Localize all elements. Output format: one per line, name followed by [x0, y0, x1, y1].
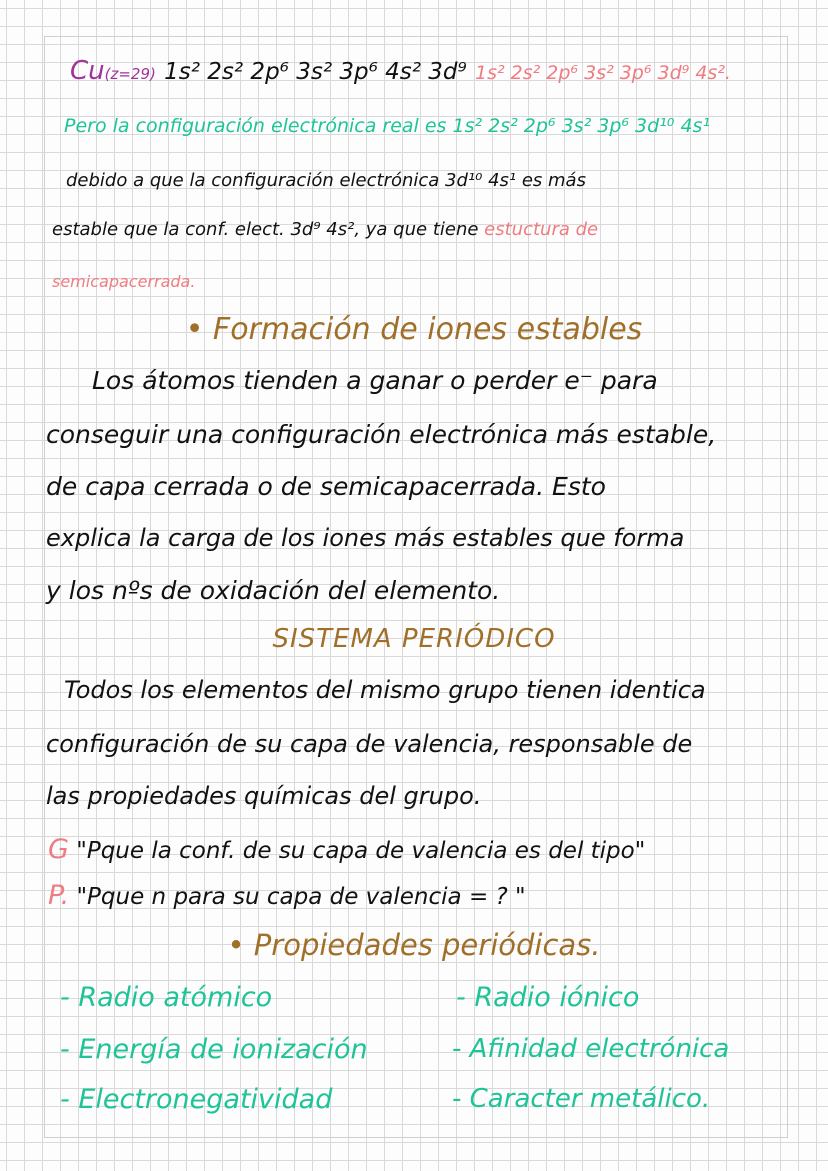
- paragraph1-line3-pink: estuctura de: [484, 219, 599, 240]
- group-question-line: [48, 834, 645, 865]
- property-radio-atomico: - Radio atómico: [60, 982, 273, 1013]
- paragraph2-line2: conseguir una configuración electrónica más estable,: [46, 420, 717, 449]
- paragraph3-line1: Todos los elementos del mismo grupo tienen identica: [64, 676, 706, 704]
- real-config-line: Pero la configuración electrónica real es 1s² 2s² 2p⁶ 3s² 3p⁶ 3d¹⁰ 4s¹: [64, 115, 711, 137]
- heading-sistema-periodico: SISTEMA PERIÓDICO: [272, 624, 556, 654]
- period-marker: P.: [48, 880, 70, 911]
- paragraph1-line3: [52, 219, 598, 240]
- paragraph2-line4: explica la carga de los iones más estables que forma: [46, 524, 685, 552]
- paragraph1-line3-text: estable que la conf. elect. 3d⁹ 4s², ya que tiene: [52, 219, 479, 240]
- group-question-text: "Pque la conf. de su capa de valencia es del tipo": [76, 838, 646, 864]
- property-radio-ionico: - Radio iónico: [456, 982, 640, 1013]
- property-energia-ionizacion: - Energía de ionización: [60, 1034, 368, 1065]
- element-symbol: Cu: [70, 56, 105, 86]
- period-question-line: [48, 880, 526, 911]
- paragraph2-line5: y los nºs de oxidación del elemento.: [46, 576, 501, 605]
- group-marker: G: [48, 834, 69, 865]
- cu-config-line: [70, 56, 731, 86]
- atomic-number: (z=29): [104, 65, 156, 83]
- paragraph3-line2: configuración de su capa de valencia, responsable de: [46, 730, 693, 758]
- paragraph1-line4: semicapacerrada.: [52, 272, 196, 291]
- paragraph2-line1: Los átomos tienden a ganar o perder e⁻ para: [92, 366, 658, 395]
- paragraph1-line2: debido a que la configuración electrónica 3d¹⁰ 4s¹ es más: [66, 170, 586, 191]
- heading-formacion-iones: • Formación de iones estables: [185, 312, 643, 347]
- paragraph3-line3: las propiedades químicas del grupo.: [46, 782, 482, 810]
- cu-config: 1s² 2s² 2p⁶ 3s² 3p⁶ 4s² 3d⁹: [164, 59, 467, 85]
- heading-propiedades-periodicas: • Propiedades periódicas.: [227, 928, 601, 962]
- property-electronegatividad: - Electronegatividad: [60, 1084, 333, 1115]
- cu-config-ordered: 1s² 2s² 2p⁶ 3s² 3p⁶ 3d⁹ 4s².: [474, 62, 731, 84]
- property-afinidad-electronica: - Afinidad electrónica: [452, 1034, 730, 1064]
- period-question-text: "Pque n para su capa de valencia = ? ": [76, 884, 526, 910]
- property-caracter-metalico: - Caracter metálico.: [452, 1084, 711, 1114]
- paragraph2-line3: de capa cerrada o de semicapacerrada. Esto: [46, 472, 606, 501]
